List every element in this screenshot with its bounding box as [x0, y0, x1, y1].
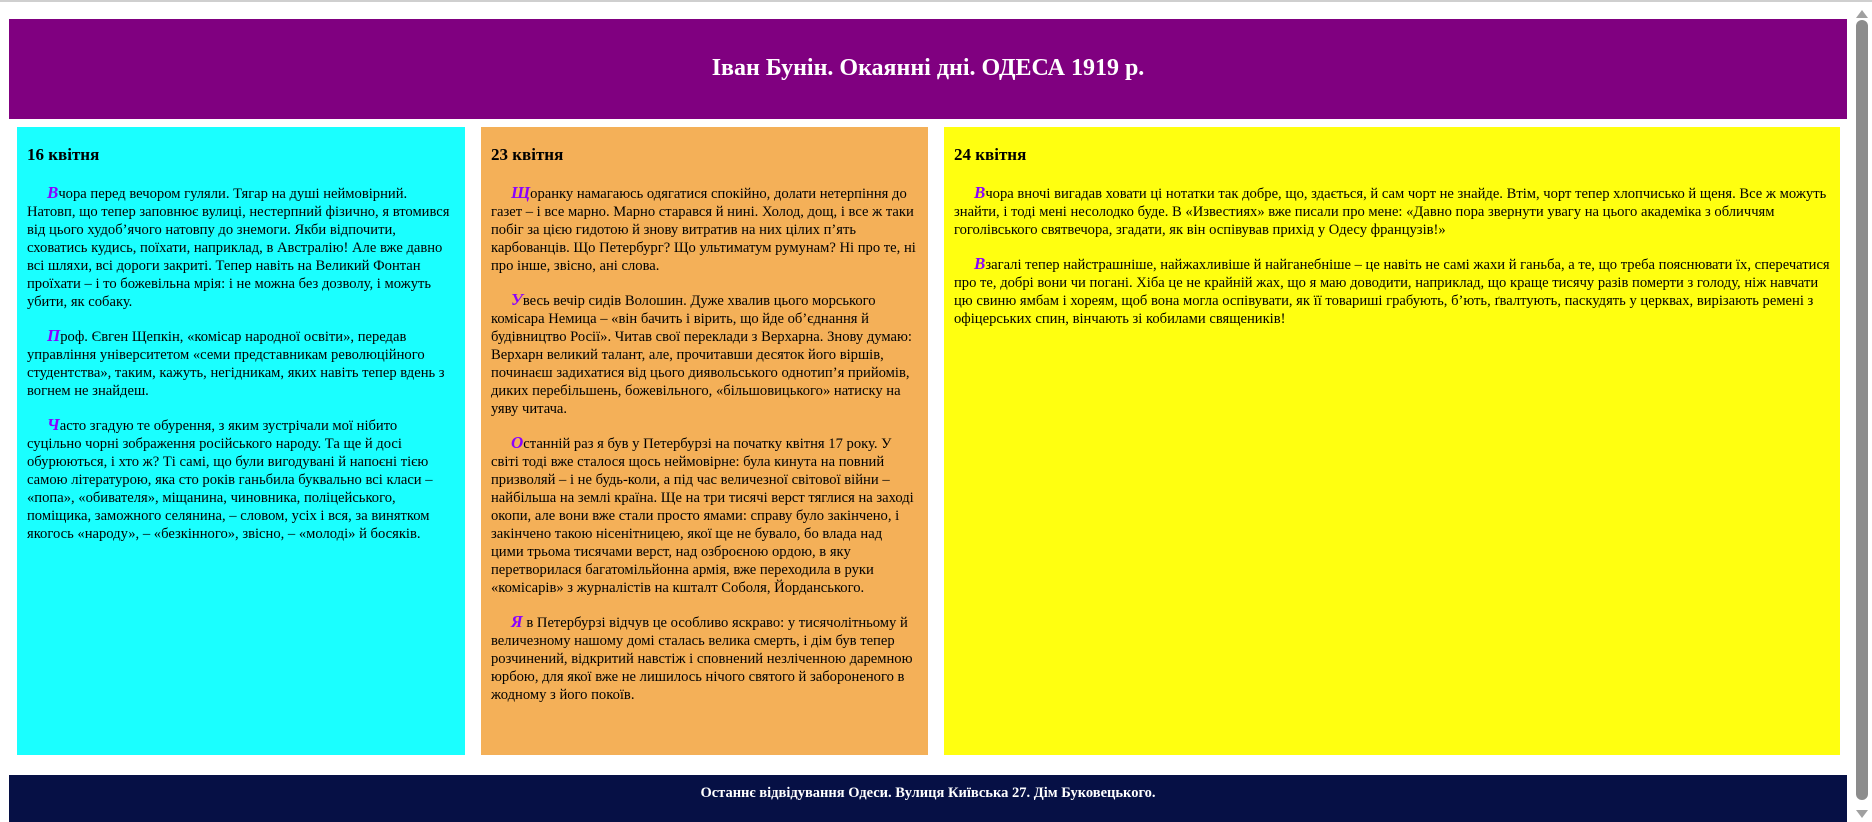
- scroll-down-arrow-icon[interactable]: [1856, 810, 1868, 818]
- drop-cap: В: [974, 183, 986, 202]
- diary-column-23-april: [481, 127, 928, 755]
- paragraph-text: чора вночі вигадав ховати ці нотатки так добре, що, здається, й сам чорт не знайде. Втім, чорт тепер хлопчисько й щеня. Все ж можуть знайти, і тоді мені несолодко буде. В «Известиях» вже писали про мене: «Давно пора звернути увагу на цього академіка з обличчям гоголівського святвечора, згадати, як він оспівував прихід у Одесу французів!»: [954, 186, 1827, 238]
- page-footer: [9, 775, 1847, 822]
- drop-cap: Я: [511, 612, 523, 631]
- paragraph-text: оранку намагаюсь одягатися спокійно, долати нетерпіння до газет – і все марно. Марно старався й нині. Холод, дощ, і все ж таки побіг за цією гидотою й знову витратив на них цілих п’ять карбованців. Що Петербург? Що ультиматум румунам? Ні про те, ні про інше, звісно, ані слова.: [491, 186, 916, 274]
- diary-paragraph: [954, 255, 1830, 328]
- drop-cap: Ч: [47, 415, 60, 434]
- drop-cap: О: [511, 433, 524, 452]
- diary-paragraph: [491, 613, 918, 704]
- drop-cap: В: [47, 183, 59, 202]
- drop-cap: Щ: [511, 183, 531, 202]
- scrollbar-thumb[interactable]: [1856, 20, 1868, 800]
- diary-paragraph: [491, 434, 918, 597]
- footer-text: Останнє відвідування Одеси. Вулиця Київська 27. Дім Буковецького.: [700, 785, 1156, 801]
- diary-paragraph: [27, 416, 455, 543]
- diary-paragraph: [491, 291, 918, 418]
- diary-paragraph: [27, 184, 455, 311]
- paragraph-text: чора перед вечором гуляли. Тягар на душі неймовірний. Натовп, що тепер заповнює вулиці, нестерпний фізично, я втомився від цього худоб’ячого натовпу до знемоги. Якби відпочити, сховатись кудись, поїхати, наприклад, в Австралію! Але вже давно всі шляхи, всі дороги закриті. Тепер навіть на Великий Фонтан проїхати – і то божевільна мрія: і не можна без дозволу, і можуть убити, як собаку.: [27, 186, 450, 310]
- paragraph-text: весь вечір сидів Волошин. Дуже хвалив цього морського комісара Немица – «він бачить і вірить, що йде об’єднання й будівництво Росії». Читав свої переклади з Верхарна. Знову думаю: Верхарн великий талант, але, прочитавши десяток його віршів, починаєш задихатися від цього диявольського однотип’я прийомів, диких перебільшень, божевільного, «більшовицького» натиску на уяву читача.: [491, 293, 912, 417]
- page-title: Іван Бунін. Окаянні дні. ОДЕСА 1919 р.: [711, 54, 1145, 81]
- drop-cap: П: [47, 326, 61, 345]
- window-top-border: [0, 0, 1872, 2]
- drop-cap: У: [511, 290, 523, 309]
- column-date-heading: 16 квітня: [27, 145, 100, 164]
- paragraph-text: роф. Євген Щепкін, «комісар народної освіти», передав управління університетом «семи представникам революційного студентства», таким, кажуть, негідникам, яких навіть тепер вдень з вогнем не знайдеш.: [27, 329, 445, 399]
- vertical-scrollbar[interactable]: [1852, 2, 1872, 822]
- drop-cap: В: [974, 254, 986, 273]
- scroll-up-arrow-icon[interactable]: [1856, 10, 1868, 18]
- diary-paragraph: [954, 184, 1830, 239]
- paragraph-text: в Петербурзі відчув це особливо яскраво: у тисячолітньому й величезному нашому домі сталась велика смерть, і дім був тепер розчинений, відкритий навстіж і сповнений незліченною даремною юрбою, для якої вже не лишилось нічого святого й забороненого в жодному з його покоїв.: [491, 615, 913, 703]
- column-date-heading: 23 квітня: [491, 145, 564, 164]
- diary-paragraph: [27, 327, 455, 400]
- paragraph-text: станній раз я був у Петербурзі на початку квітня 17 року. У світі тоді вже сталося щось неймовірне: була кинута на повний призволяй – і не будь-коли, а під час величезної світової війни – найбільша на землі країна. Ще на три тисячі верст тяглися на заході окопи, але вони вже стали просто ямами: справу було закінчено, і закінчено такою нісенітницею, якої ще не бувало, бо влада над цими трьома тисячами верст, над озброєною ордою, в яку перетворилася багатомільйонна армія, вже переходила в руки «комісарів» з журналістів на кшталт Соболя, Йорданського.: [491, 436, 914, 596]
- column-date-heading: 24 квітня: [954, 145, 1027, 164]
- paragraph-text: асто згадую те обурення, з яким зустрічали мої нібито суцільно чорні зображення російського народу. Та ще й досі обурюються, і хто ж? Ті самі, що були вигодувані й напоєні тією самою літературою, яка сто років ганьбила буквально всі класи – «попа», «обивателя», міщанина, чиновника, поліцейського, поміщика, заможного селянина, – словом, усіх і вся, за винятком якогось «народу», – «безкінного», звісно, – «молоді» й босяків.: [27, 418, 433, 542]
- diary-paragraph: [491, 184, 918, 275]
- paragraph-text: загалі тепер найстрашніше, найжахливіше й найганебніше – це навіть не самі жахи й ганьба, а те, що треба пояснювати їх, сперечатися про те, добрі вони чи погані. Хіба це не крайній жах, що я маю доводити, наприклад, що краще тисячу разів померти з голоду, ніж навчати цю свиню ямбам і хореям, щоб вона могла оспівувати, як її товариші грабують, б’ють, ґвалтують, паскудять у церквах, вирізають ремені з офіцерських спин, вінчають зі кобилами священиків!: [954, 257, 1830, 327]
- diary-column-24-april: [944, 127, 1840, 755]
- page-header: [9, 19, 1847, 119]
- diary-column-16-april: [17, 127, 465, 755]
